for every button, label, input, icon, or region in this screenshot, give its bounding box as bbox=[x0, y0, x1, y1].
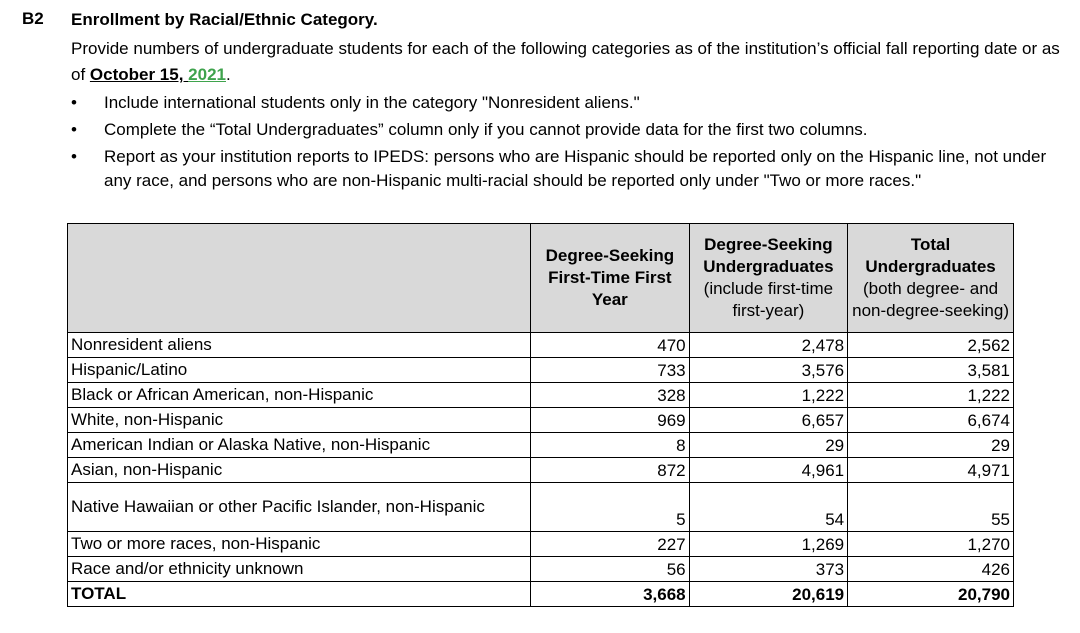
header-text: Degree-Seeking First-Time First Year bbox=[545, 246, 675, 309]
cell-total: 6,674 bbox=[848, 408, 1014, 433]
reporting-date bbox=[90, 65, 226, 84]
cell-total: 4,971 bbox=[848, 458, 1014, 483]
cell-first-time: 328 bbox=[531, 383, 690, 408]
table-row bbox=[68, 557, 1014, 582]
cell-total: 2,562 bbox=[848, 333, 1014, 358]
cell-degree-seeking: 3,576 bbox=[689, 358, 848, 383]
total-degree-seeking: 20,619 bbox=[689, 582, 848, 607]
header-category bbox=[68, 224, 531, 333]
header-note: (include first-time first-year) bbox=[703, 279, 834, 320]
section-code: B2 bbox=[22, 9, 44, 28]
header-text: Degree-Seeking Undergraduates bbox=[703, 235, 834, 276]
total-label: TOTAL bbox=[68, 582, 531, 607]
enrollment-table bbox=[67, 223, 1014, 607]
total-row bbox=[68, 582, 1014, 607]
header-total-undergrads bbox=[848, 224, 1014, 333]
cell-degree-seeking: 1,269 bbox=[689, 532, 848, 557]
table-row bbox=[68, 383, 1014, 408]
cell-total: 55 bbox=[848, 483, 1014, 532]
table-row bbox=[68, 358, 1014, 383]
cell-first-time: 733 bbox=[531, 358, 690, 383]
table-row bbox=[68, 458, 1014, 483]
cell-first-time: 470 bbox=[531, 333, 690, 358]
cell-degree-seeking: 54 bbox=[689, 483, 848, 532]
reporting-date-main: October 15, bbox=[89, 65, 189, 84]
row-label: Asian, non-Hispanic bbox=[68, 458, 531, 483]
row-label: Nonresident aliens bbox=[68, 333, 531, 358]
cell-degree-seeking: 6,657 bbox=[689, 408, 848, 433]
instruction-text: Include international students only in the category "Nonresident aliens." bbox=[104, 93, 640, 112]
header-first-time-first-year bbox=[531, 224, 690, 333]
header-note: (both degree- and non-degree-seeking) bbox=[852, 279, 1010, 320]
cell-first-time: 8 bbox=[531, 433, 690, 458]
header-degree-seeking-undergrads bbox=[689, 224, 848, 333]
cell-first-time: 872 bbox=[531, 458, 690, 483]
header-text: Total Undergraduates bbox=[865, 235, 996, 276]
total-first-time: 3,668 bbox=[531, 582, 690, 607]
instruction-list bbox=[71, 91, 1061, 193]
row-label: Native Hawaiian or other Pacific Islander, non-Hispanic bbox=[68, 483, 531, 532]
table-row bbox=[68, 408, 1014, 433]
instruction-item bbox=[71, 145, 1061, 193]
section-title: Enrollment by Racial/Ethnic Category. bbox=[71, 10, 378, 29]
bullet-icon: • bbox=[71, 147, 77, 166]
bullet-icon: • bbox=[71, 120, 77, 139]
row-label: Hispanic/Latino bbox=[68, 358, 531, 383]
table-row bbox=[68, 532, 1014, 557]
cell-degree-seeking: 1,222 bbox=[689, 383, 848, 408]
description-end: . bbox=[226, 65, 231, 84]
cell-total: 426 bbox=[848, 557, 1014, 582]
cell-first-time: 227 bbox=[531, 532, 690, 557]
instruction-text: Report as your institution reports to IPEDS: persons who are Hispanic should be reported only on the Hispanic line, not under any race, and persons who are non-Hispanic multi-racial should be reported only under "Two or more races." bbox=[104, 147, 1047, 190]
cell-total: 29 bbox=[848, 433, 1014, 458]
cell-total: 1,270 bbox=[848, 532, 1014, 557]
description-text: Provide numbers of undergraduate students for each of the following categories as of the institution’s official fall reporting date or as of bbox=[71, 39, 1060, 84]
instruction-item bbox=[71, 91, 1061, 115]
row-label: Race and/or ethnicity unknown bbox=[68, 557, 531, 582]
cell-degree-seeking: 373 bbox=[689, 557, 848, 582]
reporting-date-year: 2021 bbox=[188, 65, 226, 84]
bullet-icon: • bbox=[71, 93, 77, 112]
instruction-text: Complete the “Total Undergraduates” column only if you cannot provide data for the first two columns. bbox=[104, 120, 868, 139]
cell-degree-seeking: 2,478 bbox=[689, 333, 848, 358]
section-header bbox=[71, 9, 1061, 193]
row-label: Black or African American, non-Hispanic bbox=[68, 383, 531, 408]
cell-first-time: 5 bbox=[531, 483, 690, 532]
total-undergraduates: 20,790 bbox=[848, 582, 1014, 607]
cell-first-time: 56 bbox=[531, 557, 690, 582]
instruction-item bbox=[71, 118, 1061, 142]
cell-total: 1,222 bbox=[848, 383, 1014, 408]
cell-total: 3,581 bbox=[848, 358, 1014, 383]
section-description bbox=[71, 36, 1061, 88]
cell-first-time: 969 bbox=[531, 408, 690, 433]
row-label: White, non-Hispanic bbox=[68, 408, 531, 433]
cell-degree-seeking: 29 bbox=[689, 433, 848, 458]
table-row bbox=[68, 483, 1014, 532]
table-row bbox=[68, 333, 1014, 358]
table-header-row bbox=[68, 224, 1014, 333]
row-label: Two or more races, non-Hispanic bbox=[68, 532, 531, 557]
table-row bbox=[68, 433, 1014, 458]
row-label: American Indian or Alaska Native, non-Hispanic bbox=[68, 433, 531, 458]
cell-degree-seeking: 4,961 bbox=[689, 458, 848, 483]
